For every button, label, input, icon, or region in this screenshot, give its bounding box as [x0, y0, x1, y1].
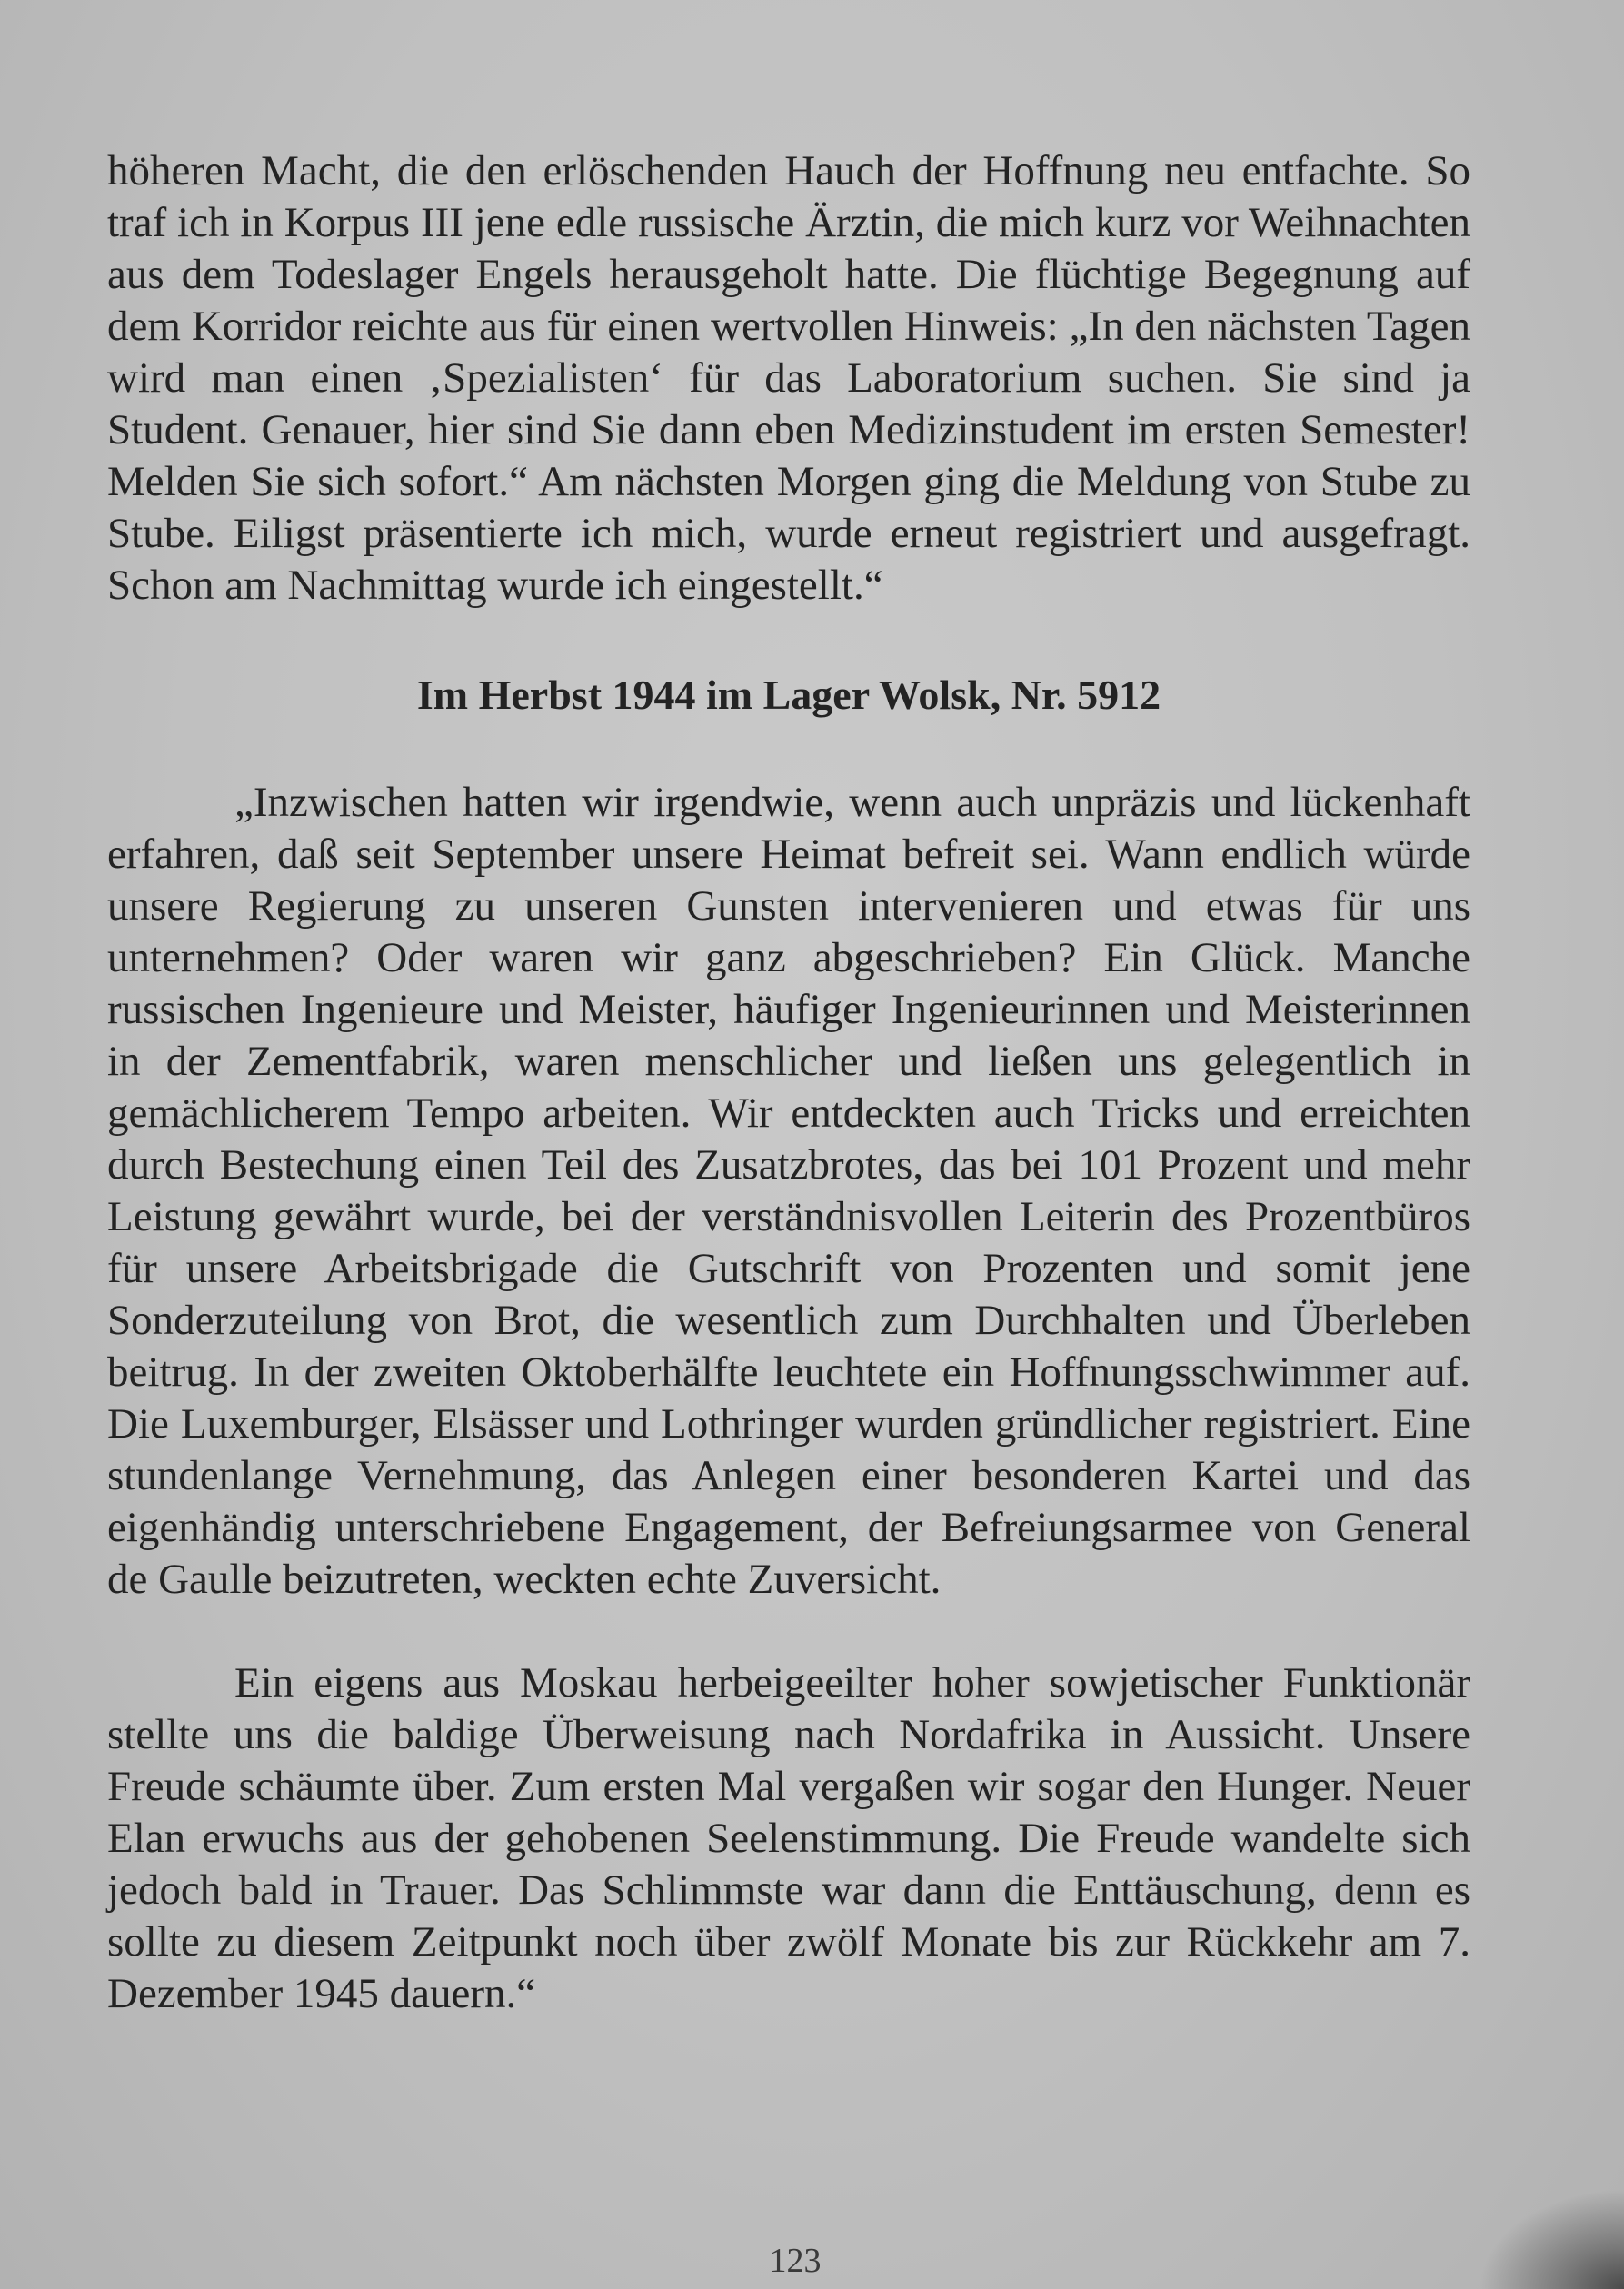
paragraph-continued: höheren Macht, die den erlöschenden Hauch der Hoffnung neu entfachte. So traf ich in Korpus III jene edle russische Ärztin, die mich kurz vor Weihnachten aus dem Todeslager Engels herausgeholt hatte. Die flüchtige Begegnung auf dem Korridor reichte aus für einen wertvollen Hinweis: „In den nächsten Tagen wird man einen ‚Spezialisten‘ für das Laboratorium suchen. Sie sind ja Student. Genauer, hier sind Sie dann eben Medizinstudent im ersten Semester! Melden Sie sich sofort.“ Am nächsten Morgen ging die Meldung von Stube zu Stube. Eiligst präsentierte ich mich, wurde erneut registriert und ausgefragt. Schon am Nachmittag wurde ich eingestellt.“	[107, 147, 1470, 609]
paragraph-wolsk: „Inzwischen hatten wir irgendwie, wenn auch unpräzis und lückenhaft erfahren, daß seit September unsere Heimat befreit sei. Wann endlich würde unsere Regierung zu unseren Gunsten intervenieren und etwas für uns unternehmen? Oder waren wir ganz abgeschrieben? Ein Glück. Manche russischen Ingenieure und Meister, häufiger Ingenieurinnen und Meisterinnen in der Zementfabrik, waren menschlicher und ließen uns gelegentlich in gemächlicherem Tempo arbeiten. Wir entdeckten auch Tricks und erreichten durch Bestechung einen Teil des Zusatzbrotes, das bei 101 Prozent und mehr Leistung gewährt wurde, bei der verständnisvollen Leiterin des Prozentbüros für unsere Arbeitsbrigade die Gutschrift von Prozenten und somit jene Sonderzuteilung von Brot, die wesentlich zum Durchhalten und Überleben beitrug. In der zweiten Oktoberhälfte leuchtete ein Hoffnungsschwimmer auf. Die Luxemburger, Elsässer und Lothringer wurden gründlicher registriert. Eine stundenlange Vernehmung, das Anlegen einer besonderen Kartei und das eigenhändig unterschriebene Engagement, der Befreiungsarmee von General de Gaulle beizutreten, weckten echte Zuversicht.	[107, 779, 1470, 1603]
corner-shadow	[1479, 2189, 1624, 2289]
paragraph-spacer	[107, 1606, 1470, 1657]
page-number: 123	[769, 2242, 822, 2280]
paragraph-moskau: Ein eigens aus Moskau herbeigeeilter hoher sowjetischer Funktionär stellte uns die baldige Überweisung nach Nordafrika in Aussicht. Unsere Freude schäumte über. Zum ersten Mal vergaßen wir sogar den Hunger. Neuer Elan erwuchs aus der gehobenen Seelenstimmung. Die Freude wandelte sich jedoch bald in Trauer. Das Schlimmste war dann die Enttäuschung, denn es sollte zu diesem Zeitpunkt noch über zwölf Monate bis zur Rückkehr am 7. Dezember 1945 dauern.“	[107, 1659, 1470, 2017]
page-text	[107, 145, 1470, 2020]
section-heading: Im Herbst 1944 im Lager Wolsk, Nr. 5912	[416, 672, 1161, 718]
